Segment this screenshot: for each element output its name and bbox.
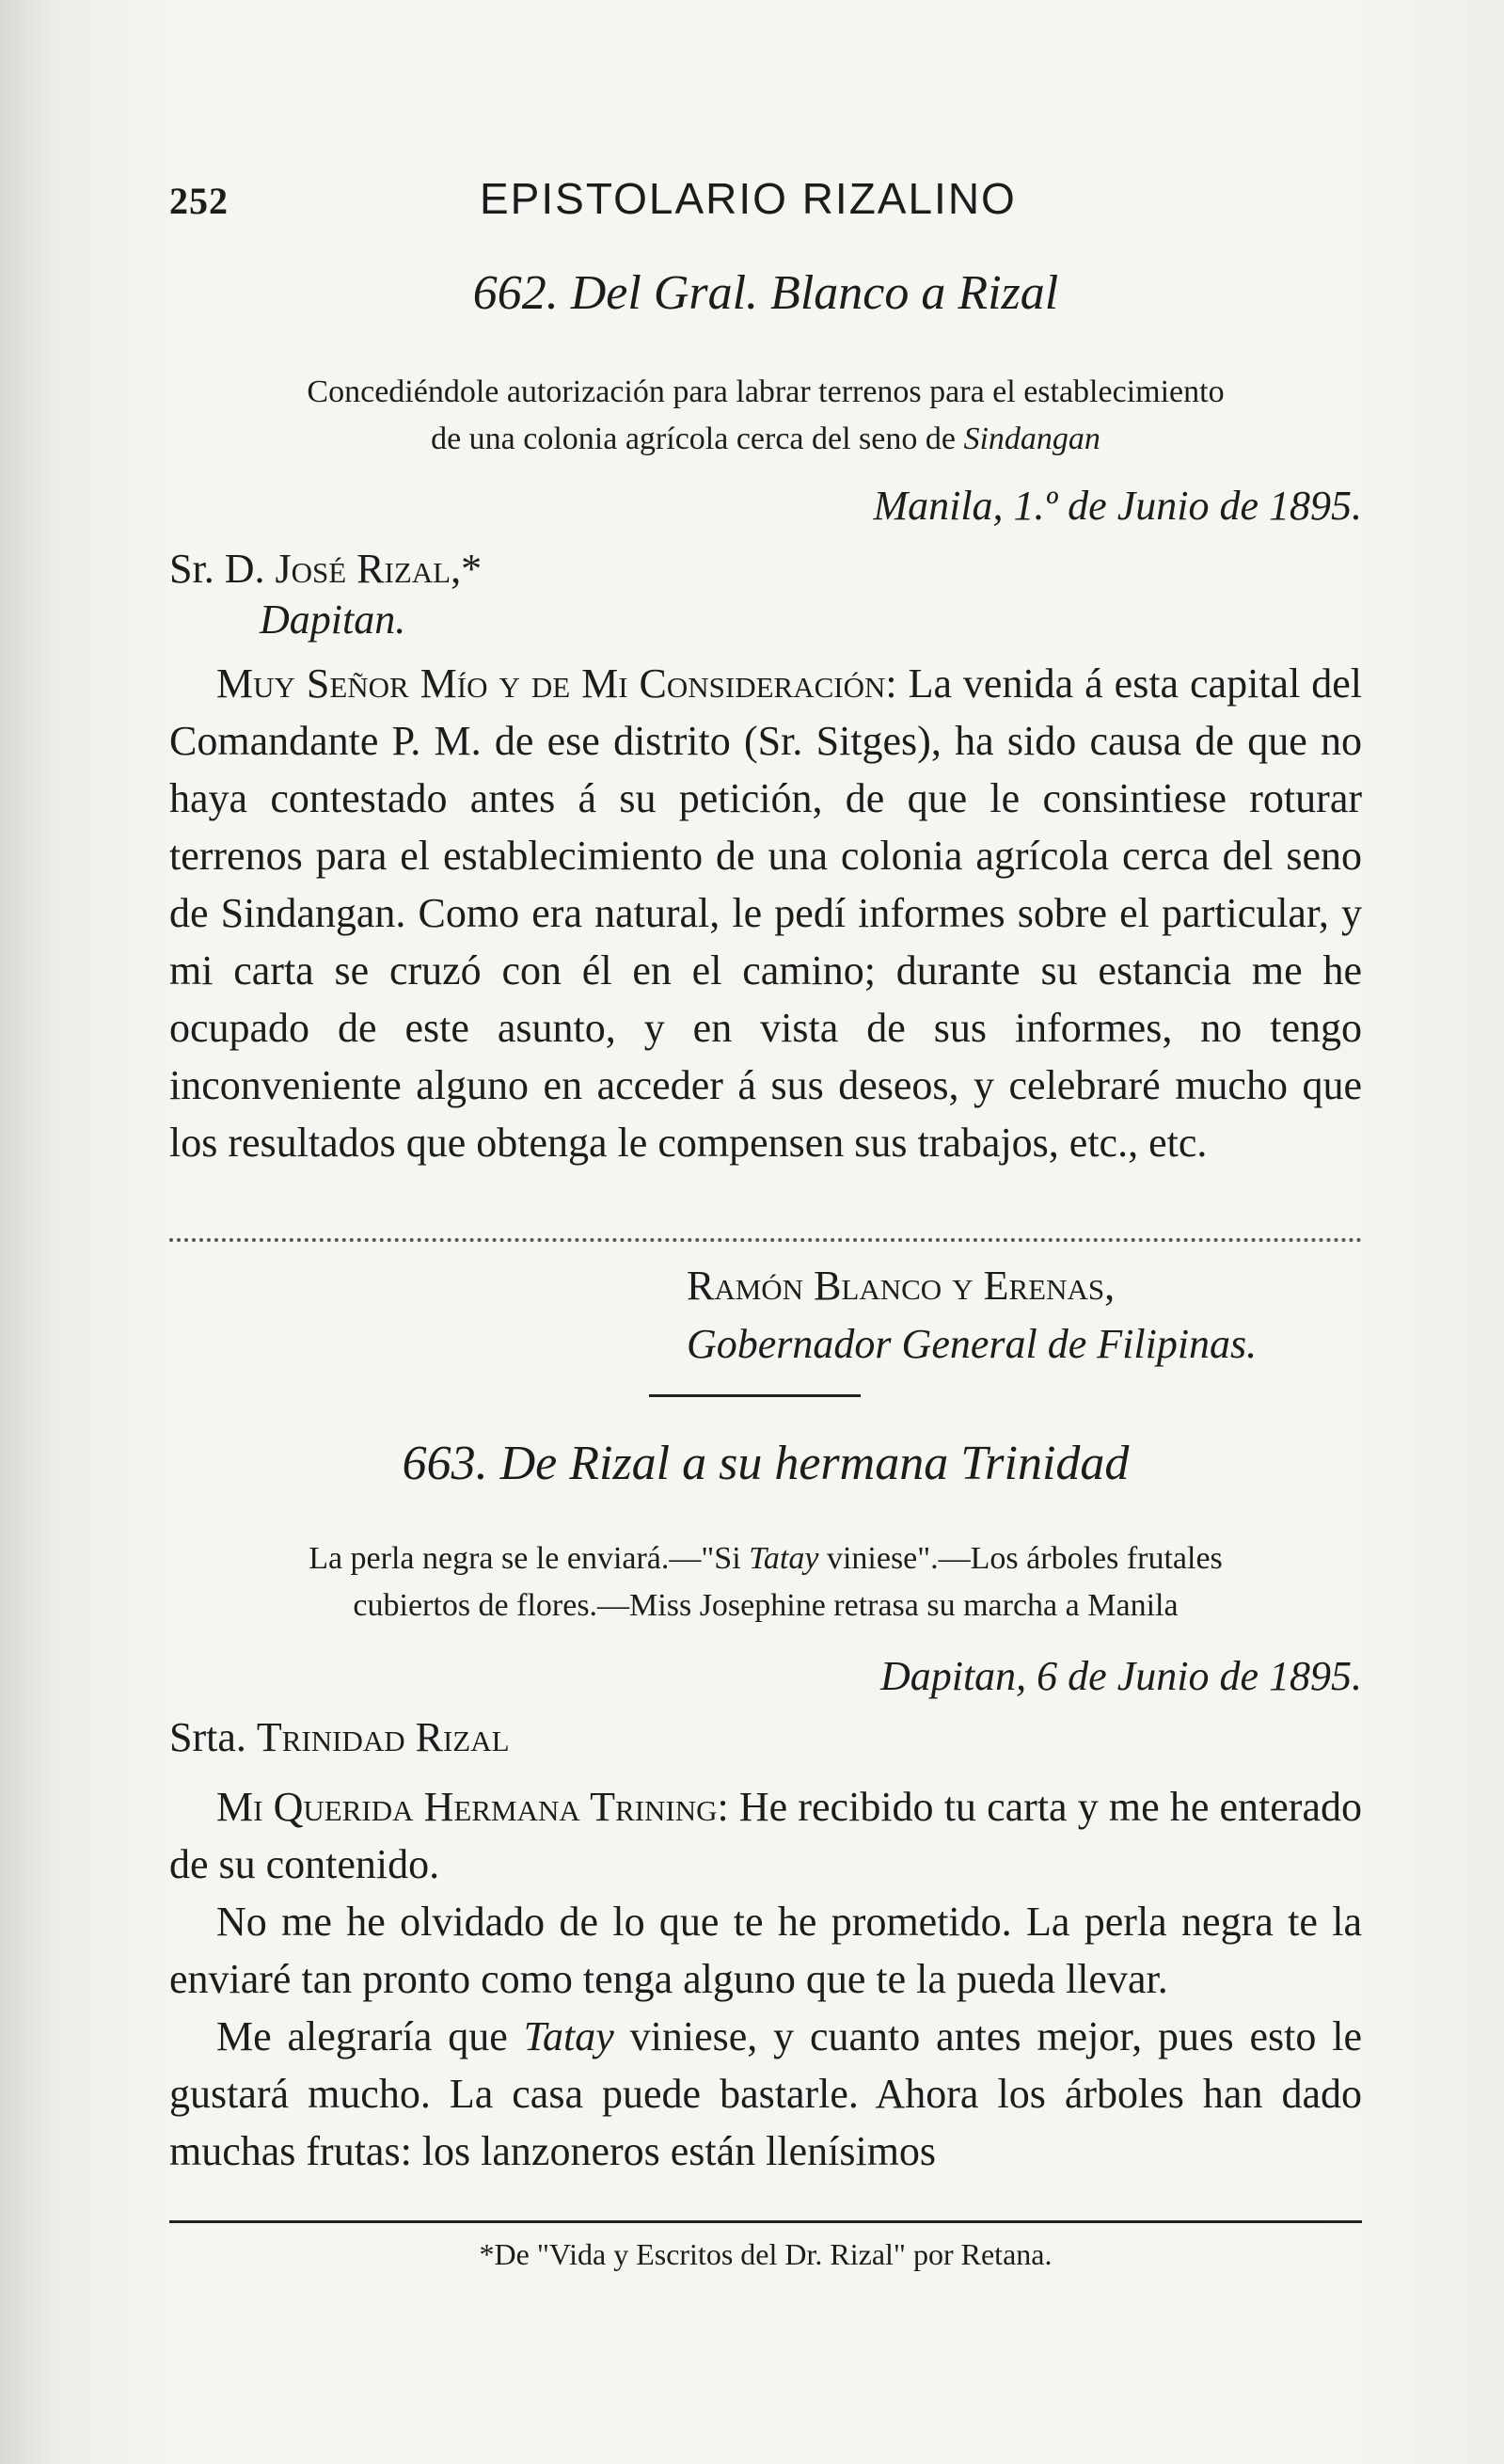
footnote-divider xyxy=(169,2220,1362,2223)
letter-663-dateline: Dapitan, 6 de Junio de 1895. xyxy=(879,1653,1362,1699)
page-header xyxy=(169,169,1362,235)
addressee-name: Trinidad Rizal xyxy=(256,1714,510,1760)
signature-title: Gobernador General de Filipinas. xyxy=(687,1321,1258,1367)
addressee-place: Dapitan. xyxy=(260,596,406,643)
letter-663-addressee: Srta. Trinidad Rizal xyxy=(169,1714,510,1760)
letter-662-addressee: Sr. D. José Rizal,* Dapitan. xyxy=(169,544,1362,645)
letter-663-summary-line2: cubiertos de flores.—Miss Josephine retrasa su marcha a Manila xyxy=(353,1588,1179,1623)
footnote: *De "Vida y Escritos del Dr. Rizal" por Retana. xyxy=(479,2237,1053,2271)
running-title: EPISTOLARIO RIZALINO xyxy=(480,174,1017,223)
letter-662-number: 662. xyxy=(472,266,559,320)
letter-662-summary-line2: de una colonia agrícola cerca del seno de Sindangan xyxy=(431,421,1100,456)
letter-662-signature xyxy=(687,1257,1364,1374)
letter-663-para2: No me he olvidado de lo que te he prometido. La perla negra te la enviaré tan pronto como tenga alguno que te la pueda llevar. xyxy=(169,1899,1362,2002)
letter-662-summary xyxy=(169,369,1362,463)
page-number: 252 xyxy=(169,180,229,222)
letter-663-summary-line1: La perla negra se le enviará.—"Si Tatay viniese".—Los árboles frutales xyxy=(309,1541,1223,1576)
letter-662-body xyxy=(169,655,1362,1171)
letter-663-number: 663. xyxy=(402,1437,488,1490)
addressee-name: José Rizal,* xyxy=(275,546,483,592)
letter-663-salutation: Mi Querida Hermana Trining: xyxy=(216,1784,729,1830)
letter-662-heading xyxy=(169,265,1362,321)
letter-662-dateline: Manila, 1.º de Junio de 1895. xyxy=(873,483,1362,529)
letter-662-title: Del Gral. Blanco a Rizal xyxy=(570,266,1059,320)
signature-name: Ramón Blanco y Erenas, xyxy=(687,1263,1116,1309)
letter-663-para1: Mi Querida Hermana Trining: He recibido tu carta y me he enterado de su contenido. xyxy=(169,1784,1362,1887)
letter-662-salutation: Muy Señor Mío y de Mi Consideración: xyxy=(216,660,897,707)
dotted-divider xyxy=(169,1238,1362,1242)
letter-663-body xyxy=(169,1778,1362,2180)
letter-662-body-text: La venida á esta capital del Comandante P. M. de ese distrito (Sr. Sitges), ha sido causa de que no haya contestado antes á su petición, de que le consintiese roturar terrenos para el establecimiento de una colonia agrícola cerca del seno de Sindangan. Como era natural, le pedí informes sobre el particular, y mi carta se cruzó con él en el camino; durante su estancia me he ocupado de este asunto, y en vista de sus informes, no tengo inconveniente alguno en acceder á sus deseos, y celebraré mucho que los resultados que obtenga le compensen sus trabajos, etc., etc. xyxy=(169,660,1363,1166)
letter-663-heading xyxy=(169,1436,1362,1491)
letter-663-title: De Rizal a su hermana Trinidad xyxy=(499,1437,1130,1490)
section-divider xyxy=(649,1394,861,1397)
letter-663-summary xyxy=(169,1535,1362,1629)
letter-663-para3: Me alegraría que Tatay viniese, y cuanto antes mejor, pues esto le gustará mucho. La casa puede bastarle. Ahora los árboles han dado muchas frutas: los lanzoneros están llenísimos xyxy=(169,2013,1362,2174)
letter-662-summary-line1: Concediéndole autorización para labrar terrenos para el establecimiento xyxy=(307,374,1225,409)
